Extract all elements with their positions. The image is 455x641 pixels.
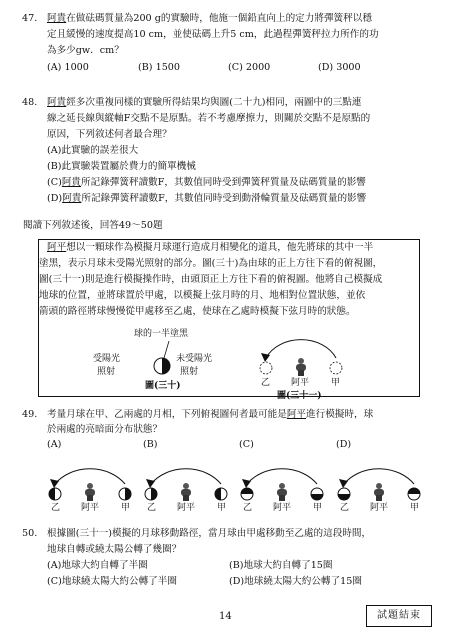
- figure-31-caption: 圖(三十一): [277, 391, 322, 401]
- option-a[interactable]: (A) 1000: [47, 62, 89, 73]
- ball-label: 球的一半塗黑: [134, 329, 189, 339]
- page-number: 14: [219, 611, 232, 622]
- reading-intro: 閱讀下列敘述後，回答49～50題: [23, 220, 163, 231]
- end-of-exam-label: 試題結束: [366, 605, 432, 627]
- option-c[interactable]: (C)阿貴所記錄彈簧秤讀數F，其數值同時受到彈簧秤質量及砝碼質量的影響: [47, 177, 366, 188]
- figure-30-diagram: [39, 240, 419, 396]
- person-name: 阿貴: [47, 13, 67, 24]
- option-c[interactable]: (C) 2000: [228, 62, 271, 73]
- person-name: 阿貴: [47, 97, 67, 108]
- option-c[interactable]: (C)地球繞太陽大約公轉了半圈: [47, 576, 177, 587]
- option-d[interactable]: (D)阿貴所記錄彈簧秤讀數F，其數值同時受到動滑輪質量及砝碼質量的影響: [47, 193, 367, 204]
- option-d[interactable]: (D)地球繞太陽大約公轉了15圈: [229, 576, 362, 587]
- option-b[interactable]: (B)地球大約自轉了15圈: [229, 560, 333, 571]
- option-a[interactable]: (A): [47, 439, 62, 450]
- choice-b-diagram: [145, 469, 227, 501]
- passage-box: 阿平想以一顆球作為模擬月球運行造成月相變化的道具，他先將球的其中一半 塗黑，表示月球未受陽光照射的部分。圖(三十)為由球的正上方往下看的俯視圖， 圖(三十一)則是進行模擬操作時，由頭頂正上方往下看的俯視圖。他將自己模擬成 地球的位置，並將球置於甲處，以模擬上弦月時的月、地相對位置狀態，並依 箭頭的路徑將球慢慢從甲處移至乙處，使球在乙處時模擬下弦月時的狀態。 球的一半塗黑 受陽光 照射 未受陽光 照射 圖(三十) 乙 阿平 甲 圖(三十一): [38, 239, 420, 397]
- question-number: 49.: [22, 409, 38, 420]
- option-d[interactable]: (D) 3000: [318, 62, 361, 73]
- choice-c-diagram: [241, 469, 323, 501]
- option-a[interactable]: (A)地球大約自轉了半圈: [47, 560, 148, 571]
- option-b[interactable]: (B)此實驗裝置屬於費力的簡單機械: [47, 161, 196, 172]
- person-icon: [296, 358, 306, 376]
- question-number: 47.: [22, 13, 38, 24]
- option-d[interactable]: (D): [336, 439, 352, 450]
- choice-d-diagram: [338, 469, 420, 501]
- person-name: 阿平: [286, 409, 307, 420]
- option-a[interactable]: (A)此實驗的誤差很大: [47, 145, 139, 156]
- person-name: 阿貴: [61, 177, 82, 188]
- option-c[interactable]: (C): [239, 439, 254, 450]
- question-number: 48.: [22, 97, 38, 108]
- option-b[interactable]: (B) 1500: [138, 62, 181, 73]
- choice-a-diagram: [49, 469, 131, 501]
- question-number: 50.: [22, 528, 38, 539]
- person-name: 阿貴: [62, 193, 82, 204]
- figure-30-caption: 圖(三十): [145, 381, 181, 391]
- option-b[interactable]: (B): [143, 439, 158, 450]
- person-name: 阿平: [47, 242, 67, 253]
